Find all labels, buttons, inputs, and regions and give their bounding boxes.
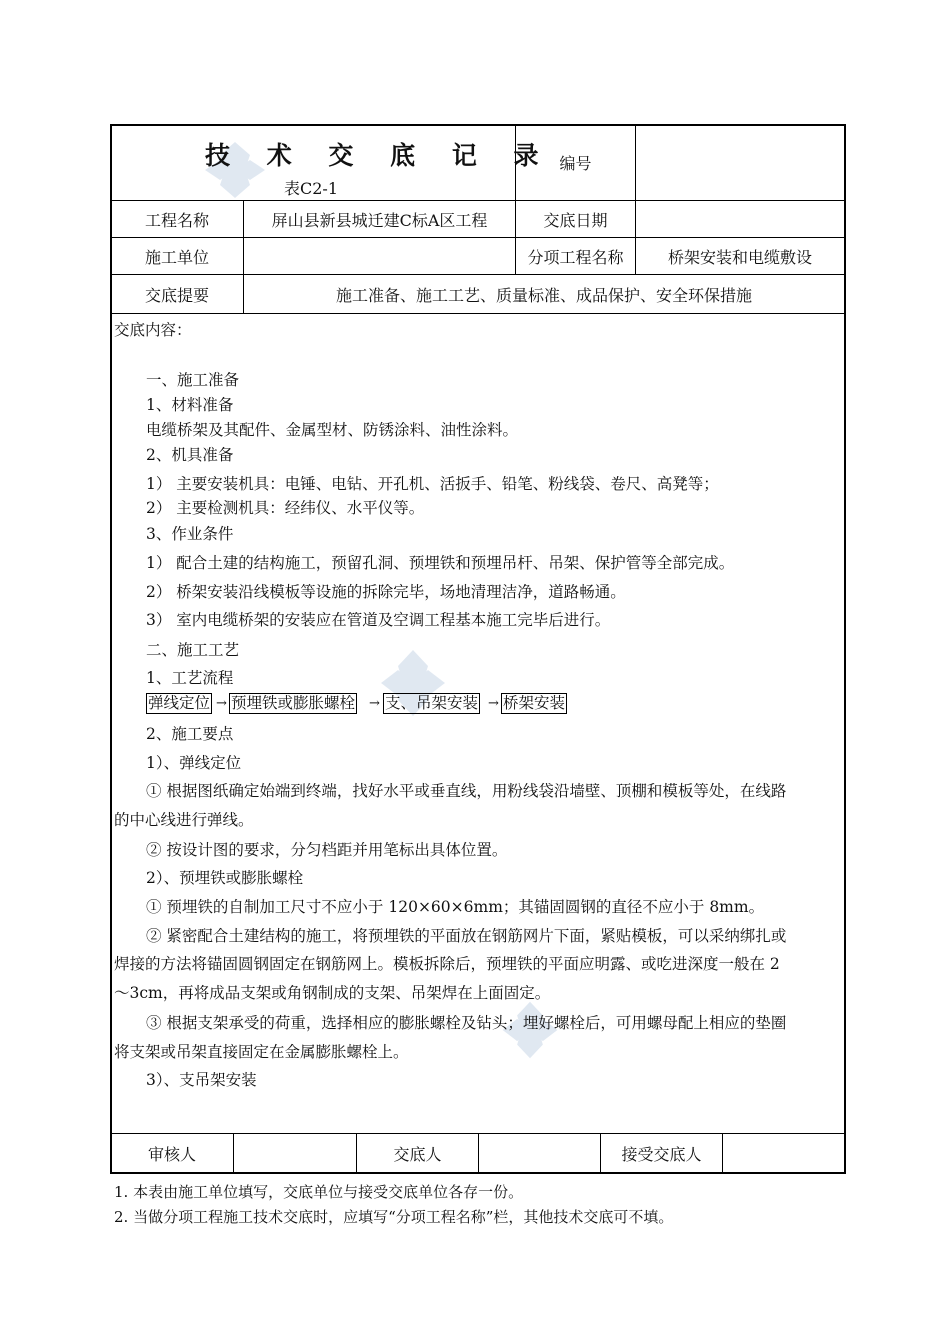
date-field[interactable] bbox=[636, 201, 844, 237]
subsection-heading: 2、施工要点 bbox=[146, 725, 234, 743]
content-text: 2） 桥架安装沿线模板等设施的拆除完毕，场地清理洁净，道路畅通。 bbox=[146, 583, 626, 601]
content-text: 2） 主要检测机具：经纬仪、水平仪等。 bbox=[146, 499, 425, 517]
content-text: ① 根据图纸确定始端到终端，找好水平或垂直线，用粉线袋沿墙壁、顶棚和模板等处，在线路 bbox=[146, 782, 787, 800]
subsection-heading: 1、工艺流程 bbox=[146, 669, 234, 687]
subsection-heading: 1、材料准备 bbox=[146, 396, 234, 414]
sub-project-label: 分项工程名称 bbox=[527, 247, 624, 267]
subsection-heading: 2、机具准备 bbox=[146, 446, 234, 464]
construction-unit-field[interactable] bbox=[244, 238, 515, 274]
section-heading: 一、施工准备 bbox=[146, 371, 240, 389]
discloser-label: 交底人 bbox=[393, 1144, 442, 1164]
subsection-heading: 1）、弹线定位 bbox=[146, 754, 242, 772]
date-label: 交底日期 bbox=[543, 210, 608, 230]
content-text: 3） 室内电缆桥架的安装应在管道及空调工程基本施工完毕后进行。 bbox=[146, 611, 611, 629]
form-code: 表C2-1 bbox=[284, 179, 339, 198]
reviewer-field[interactable] bbox=[234, 1134, 356, 1172]
reviewer-label: 审核人 bbox=[147, 1144, 196, 1164]
arrow-right-icon: → bbox=[488, 696, 499, 711]
flow-step: 预埋铁或膨胀螺栓 bbox=[231, 694, 356, 712]
summary-field[interactable]: 施工准备、施工工艺、质量标准、成品保护、安全环保措施 bbox=[335, 285, 752, 305]
content-text: 电缆桥架及其配件、金属型材、防锈涂料、油性涂料。 bbox=[146, 421, 519, 439]
content-text: 1） 配合土建的结构施工，预留孔洞、预埋铁和预埋吊杆、吊架、保护管等全部完成。 bbox=[146, 554, 735, 572]
receiver-label: 接受交底人 bbox=[621, 1144, 702, 1164]
receiver-field[interactable] bbox=[723, 1134, 844, 1172]
content-text: ① 预埋铁的自制加工尺寸不应小于 120×60×6mm；其锚固圆钢的直径不应小于 8mm。 bbox=[146, 898, 765, 916]
arrow-right-icon: → bbox=[369, 696, 380, 711]
content-text: 将支架或吊架直接固定在金属膨胀螺栓上。 bbox=[114, 1043, 409, 1061]
content-text: ～3cm，再将成品支架或角钢制成的支架、吊架焊在上面固定。 bbox=[114, 984, 551, 1002]
project-name-label: 工程名称 bbox=[144, 210, 209, 230]
content-text: 1） 主要安装机具：电锤、电钻、开孔机、活扳手、铅笔、粉线袋、卷尺、高凳等； bbox=[146, 475, 719, 493]
footnote: 2. 当做分项工程施工技术交底时，应填写“分项工程名称”栏，其他技术交底可不填。 bbox=[114, 1208, 674, 1226]
flow-step: 弹线定位 bbox=[148, 694, 211, 712]
content-text: ② 按设计图的要求，分匀档距并用笔标出具体位置。 bbox=[146, 841, 508, 859]
subsection-heading: 2）、预埋铁或膨胀螺栓 bbox=[146, 869, 304, 887]
document-title: 技 术 交 底 记 录 bbox=[205, 141, 553, 170]
discloser-field[interactable] bbox=[479, 1134, 600, 1172]
number-label: 编号 bbox=[559, 154, 592, 173]
divider bbox=[111, 313, 845, 314]
arrow-right-icon: → bbox=[216, 696, 227, 711]
content-text: 的中心线进行弹线。 bbox=[114, 811, 254, 829]
summary-label: 交底提要 bbox=[144, 285, 209, 305]
content-text: ② 紧密配合土建结构的施工，将预埋铁的平面放在钢筋网片下面，紧贴模板，可以采纳绑扎或 bbox=[146, 927, 787, 945]
section-heading: 二、施工工艺 bbox=[146, 641, 240, 659]
flow-step: 支、吊架安装 bbox=[385, 694, 479, 712]
content-text: 焊接的方法将锚固圆钢固定在钢筋网上。模板拆除后，预埋铁的平面应明露、或吃进深度一般在 2 bbox=[114, 955, 780, 973]
content-text: ③ 根据支架承受的荷重，选择相应的膨胀螺栓及钻头；埋好螺栓后，可用螺母配上相应的垫圈 bbox=[146, 1014, 787, 1032]
construction-unit-label: 施工单位 bbox=[144, 247, 209, 267]
subsection-heading: 3）、支吊架安装 bbox=[146, 1071, 257, 1089]
subsection-heading: 3、作业条件 bbox=[146, 525, 234, 543]
footnote: 1. 本表由施工单位填写，交底单位与接受交底单位各存一份。 bbox=[114, 1183, 524, 1201]
number-field[interactable] bbox=[636, 125, 844, 200]
project-name-field[interactable]: 屏山县新县城迁建C标A区工程 bbox=[271, 210, 488, 230]
sub-project-field[interactable]: 桥架安装和电缆敷设 bbox=[667, 247, 812, 267]
flow-step: 桥架安装 bbox=[503, 694, 566, 712]
content-heading: 交底内容： bbox=[114, 321, 192, 339]
